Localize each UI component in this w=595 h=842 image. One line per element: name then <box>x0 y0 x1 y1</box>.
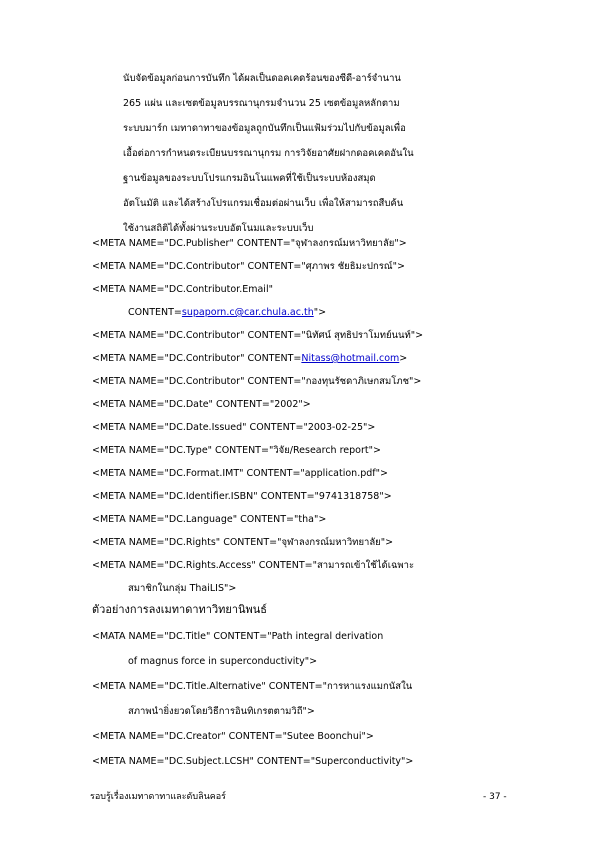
meta-contributor-3 <box>92 352 407 366</box>
intro-line-3: ระบบมาร์ก เมทาดาทาของข้อมูลถูกบันทึกเป็นแฟ้มร่วมไปกับข้อมูลเพื่อ <box>123 123 406 134</box>
meta-title-continued: of magnus force in superconductivity"> <box>128 656 318 667</box>
email-link[interactable]: Nitass@hotmail.com <box>301 353 400 364</box>
meta-contributor-2: <META NAME="DC.Contributor" CONTENT="นิทัศน์ สุทธิปราโมทย์นนท์"> <box>92 330 424 341</box>
meta-contributor-email: <META NAME="DC.Contributor.Email" <box>92 284 273 295</box>
meta-language: <META NAME="DC.Language" CONTENT="tha"> <box>92 514 327 525</box>
meta-creator: <META NAME="DC.Creator" CONTENT="Sutee Boonchui"> <box>92 731 374 742</box>
email-link[interactable]: supaporn.c@car.chula.ac.th <box>181 307 314 318</box>
meta-rights-access-line-1: <META NAME="DC.Rights.Access" CONTENT="สามารถเข้าใช้ได้เฉพาะ <box>92 560 415 571</box>
meta-identifier: <META NAME="DC.Identifier.ISBN" CONTENT="9741318758"> <box>92 491 392 502</box>
meta-contributor-4: <META NAME="DC.Contributor" CONTENT="กองทุนรัชดาภิเษกสมโภช"> <box>92 376 422 387</box>
meta-rights: <META NAME="DC.Rights" CONTENT="จุฬาลงกรณ์มหาวิทยาลัย"> <box>92 537 394 548</box>
intro-line-5: ฐานข้อมูลของระบบโปรแกรมอินโนแพคที่ใช้เป็นระบบห้องสมุด <box>123 173 376 184</box>
meta-title: <MATA NAME="DC.Title" CONTENT="Path integral derivation <box>92 631 384 642</box>
meta-rights-access-line-2: สมาชิกในกลุ่ม ThaiLIS"> <box>128 583 237 594</box>
page-number: - 37 - <box>483 792 507 802</box>
meta-title-alternative-continued: สภาพนำยิ่งยวดโดยวิธีการอินทิเกรตตามวิถี"> <box>128 706 315 717</box>
meta-title-alternative: <META NAME="DC.Title.Alternative" CONTENT="การหาแรงแมกนัสใน <box>92 681 413 692</box>
intro-line-2: 265 แผ่น และเซตข้อมูลบรรณานุกรมจำนวน 25 เซตข้อมูลหลักตาม <box>123 98 400 109</box>
meta-contributor: <META NAME="DC.Contributor" CONTENT="ศุภาพร ชัยธิมะปกรณ์"> <box>92 261 405 272</box>
intro-line-1: นับจัดข้อมูลก่อนการบันทึก ได้ผลเป็นดอคเคดร้อนของซีดี-อาร์จำนาน <box>123 73 401 84</box>
intro-line-6: อัตโนมัติ และได้สร้างโปรแกรมเชื่อมต่อผ่านเว็บ เพื่อให้สามารถสืบค้น <box>123 198 404 209</box>
content-prefix: CONTENT= <box>128 307 182 318</box>
content-suffix: "> <box>313 307 327 318</box>
meta-date: <META NAME="DC.Date" CONTENT="2002"> <box>92 399 311 410</box>
meta-type: <META NAME="DC.Type" CONTENT="วิจัย/Research report"> <box>92 445 381 456</box>
intro-line-7: ใช้งานสถิติได้ทั้งผ่านระบบอัตโนมและระบบเว็บ <box>123 223 314 234</box>
section-heading: ตัวอย่างการลงเมทาดาทาวิทยานิพนธ์ <box>92 603 268 616</box>
intro-line-4: เอื้อต่อการกำหนดระเบียนบรรณานุกรม การวิจัยอาศัยฝากดอคเคดอันใน <box>123 148 414 159</box>
footer-title: รอบรู้เรื่องเมทาดาทาและดับลินคอร์ <box>90 792 227 802</box>
meta-subject: <META NAME="DC.Subject.LCSH" CONTENT="Superconductivity"> <box>92 756 414 767</box>
meta-publisher: <META NAME="DC.Publisher" CONTENT="จุฬาลงกรณ์มหาวิทยาลัย"> <box>92 238 407 249</box>
meta-contributor-email-content <box>128 306 326 320</box>
content-prefix: <META NAME="DC.Contributor" CONTENT= <box>92 353 302 364</box>
content-suffix: > <box>399 353 408 364</box>
meta-date-issued: <META NAME="DC.Date.Issued" CONTENT="2003-02-25"> <box>92 422 376 433</box>
meta-format: <META NAME="DC.Format.IMT" CONTENT="application.pdf"> <box>92 468 388 479</box>
